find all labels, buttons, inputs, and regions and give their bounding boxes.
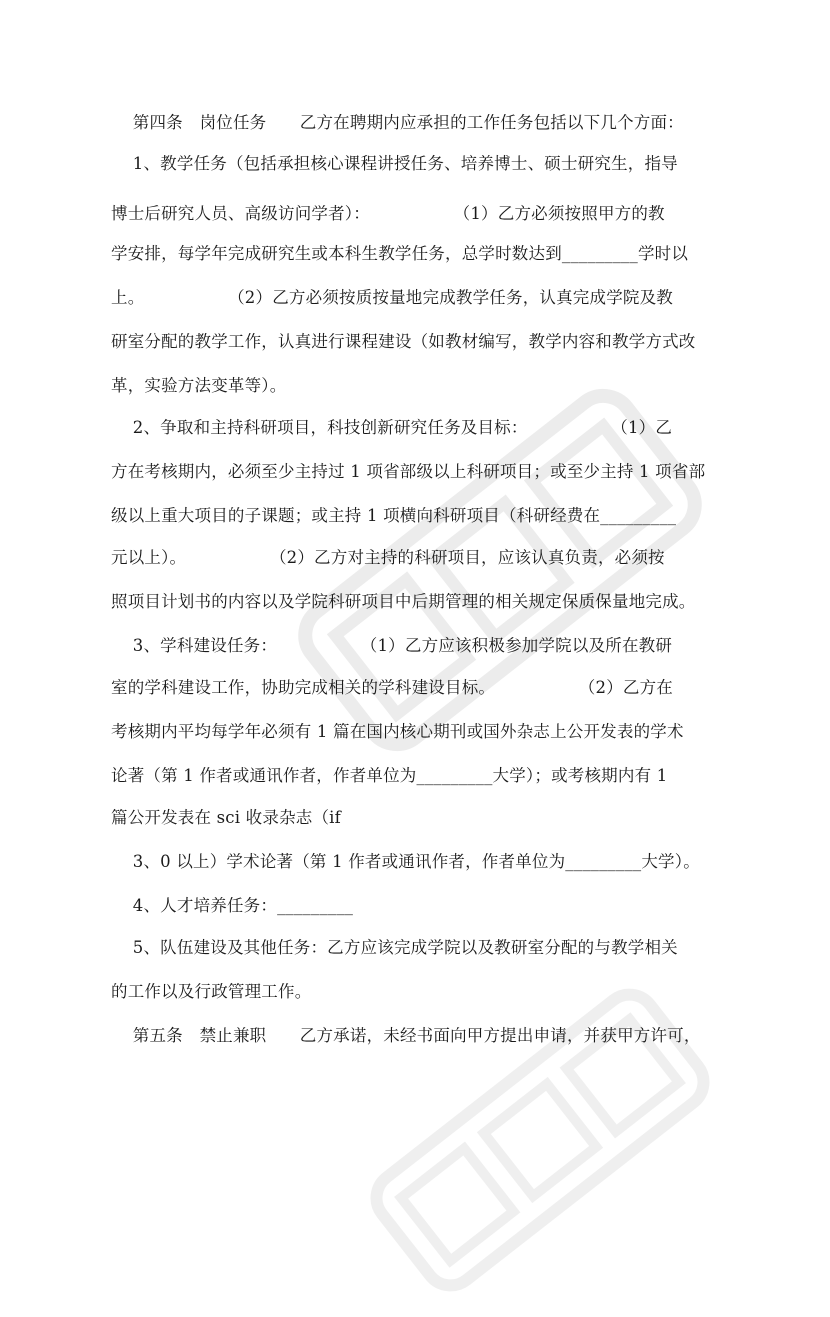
text-line: 革，实验方法变革等）。 [111,376,287,395]
text-line: 3、0 以上）学术论著（第 1 作者或通讯作者，作者单位为_________大学）。 [111,852,700,871]
text-line: 方在考核期内，必须至少主持过 1 项省部级以上科研项目；或至少主持 1 项省部 [111,462,706,481]
text-line: 上。 （2）乙方必须按质按量地完成教学任务，认真完成学院及教 [111,288,673,307]
text-line: 论著（第 1 作者或通讯作者，作者单位为_________大学）；或考核期内有 1 [111,766,668,785]
text-line: 5、队伍建设及其他任务：乙方应该完成学院以及教研室分配的与教学相关 [111,938,678,957]
text-line: 元以上）。 （2）乙方对主持的科研项目，应该认真负责，必须按 [111,548,665,567]
text-line: 照项目计划书的内容以及学院科研项目中后期管理的相关规定保质保量地完成。 [111,592,696,611]
text-line: 第四条 岗位任务 乙方在聘期内应承担的工作任务包括以下几个方面： [111,113,684,132]
watermark-stamp-lower [349,966,731,1314]
text-line: 学安排，每学年完成研究生或本科生教学任务，总学时数达到_________学时以 [111,244,689,263]
text-line: 4、人才培养任务：_________ [111,896,354,915]
text-line: 篇公开发表在 sci 收录杂志（if [111,808,341,827]
text-line: 研室分配的教学工作，认真进行课程建设（如教材编写，教学内容和教学方式改 [111,332,696,351]
watermark-shape-lower [349,966,731,1314]
text-line: 室的学科建设工作，协助完成相关的学科建设目标。 （2）乙方在 [111,678,673,697]
text-line: 博士后研究人员、高级访问学者）： （1）乙方必须按照甲方的教 [111,204,665,223]
text-line: 考核期内平均每学年必须有 1 篇在国内核心期刊或国外杂志上公开发表的学术 [111,722,684,741]
text-line: 第五条 禁止兼职 乙方承诺，未经书面向甲方提出申请，并获甲方许可， [111,1026,701,1045]
text-line: 级以上重大项目的子课题；或主持 1 项横向科研项目（科研经费在_________ [111,506,677,525]
text-line: 2、争取和主持科研项目，科技创新研究任务及目标： （1）乙 [111,418,673,437]
text-line: 1、教学任务（包括承担核心课程讲授任务、培养博士、硕士研究生，指导 [111,154,678,173]
text-line: 3、学科建设任务： （1）乙方应该积极参加学院以及所在教研 [111,636,673,655]
text-line: 的工作以及行政管理工作。 [111,982,312,1001]
